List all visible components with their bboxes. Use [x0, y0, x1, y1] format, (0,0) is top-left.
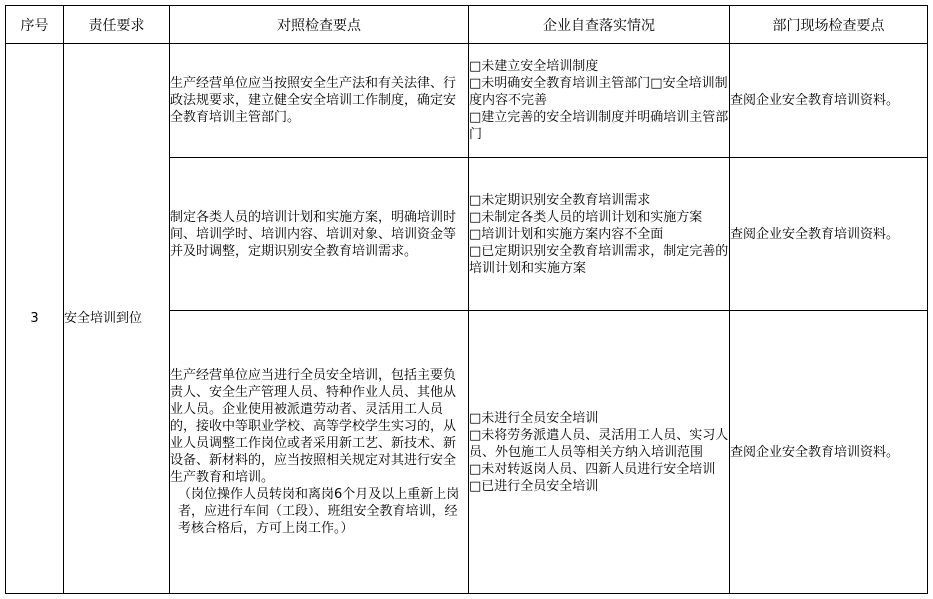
checkpoint-text: 生产经营单位应当进行全员安全培训，包括主要负责人、安全生产管理人员、特种作业人员、其他从业人员。企业使用被派遣劳动者、灵活用工人员的，接收中等职业学校、高等学校学生实习的，从业人员调整工作岗位或者采用新工艺、新技术、新设备、新材料的，应当按照相关规定对其进行安全生产教育和培训。	[170, 368, 457, 485]
self-check-cell	[469, 158, 730, 311]
row-number: 3	[6, 44, 64, 594]
self-check-item: □未明确安全教育培训主管部门□安全培训制度内容不完善	[469, 76, 728, 108]
self-check-item: □已定期识别安全教育培训需求，制定完善的培训计划和实施方案	[469, 243, 729, 276]
self-check-item: □建立完善的安全培训制度并明确培训主管部门	[469, 110, 729, 142]
header-checkpoint: 对照检查要点	[170, 6, 469, 44]
checkpoint-cell: 生产经营单位应当按照安全生产法和有关法律、行政法规要求，建立健全安全培训工作制度，确定安全教育培训主管部门。	[170, 44, 469, 158]
header-no: 序号	[6, 6, 64, 44]
self-check-item: □未定期识别安全教育培训需求	[469, 192, 651, 208]
header-requirement: 责任要求	[64, 6, 170, 44]
header-dept-check: 部门现场检查要点	[730, 6, 928, 44]
self-check-cell	[469, 44, 730, 158]
requirement-cell: 安全培训到位	[64, 44, 170, 594]
checkpoint-cell	[170, 311, 469, 594]
self-check-item: □未制定各类人员的培训计划和实施方案	[469, 209, 703, 225]
inspection-table	[5, 5, 928, 594]
checkpoint-cell: 制定各类人员的培训计划和实施方案，明确培训时间、培训学时、培训内容、培训对象、培训资金等并及时调整，定期识别安全教育培训需求。	[170, 158, 469, 311]
dept-check-cell: 查阅企业安全教育培训资料。	[730, 44, 928, 158]
dept-check-cell: 查阅企业安全教育培训资料。	[730, 311, 928, 594]
header-row	[6, 6, 928, 44]
self-check-cell	[469, 311, 730, 594]
self-check-item: □培训计划和实施方案内容不全面	[469, 226, 664, 242]
self-check-item: □未建立安全培训制度	[469, 59, 599, 74]
checkpoint-note: （岗位操作人员转岗和离岗6个月及以上重新上岗者，应进行车间（工段）、班组安全教育培训，经考核合格后，方可上岗工作。）	[178, 487, 460, 536]
self-check-item: □已进行全员安全培训	[469, 478, 599, 494]
dept-check-cell: 查阅企业安全教育培训资料。	[730, 158, 928, 311]
header-self-check: 企业自查落实情况	[469, 6, 730, 44]
self-check-item: □未进行全员安全培训	[469, 410, 599, 426]
self-check-item: □未对转返岗人员、四新人员进行安全培训	[469, 461, 716, 477]
table-row	[6, 44, 928, 158]
self-check-item: □未将劳务派遣人员、灵活用工人员、实习人员、外包施工人员等相关方纳入培训范围	[469, 427, 729, 460]
